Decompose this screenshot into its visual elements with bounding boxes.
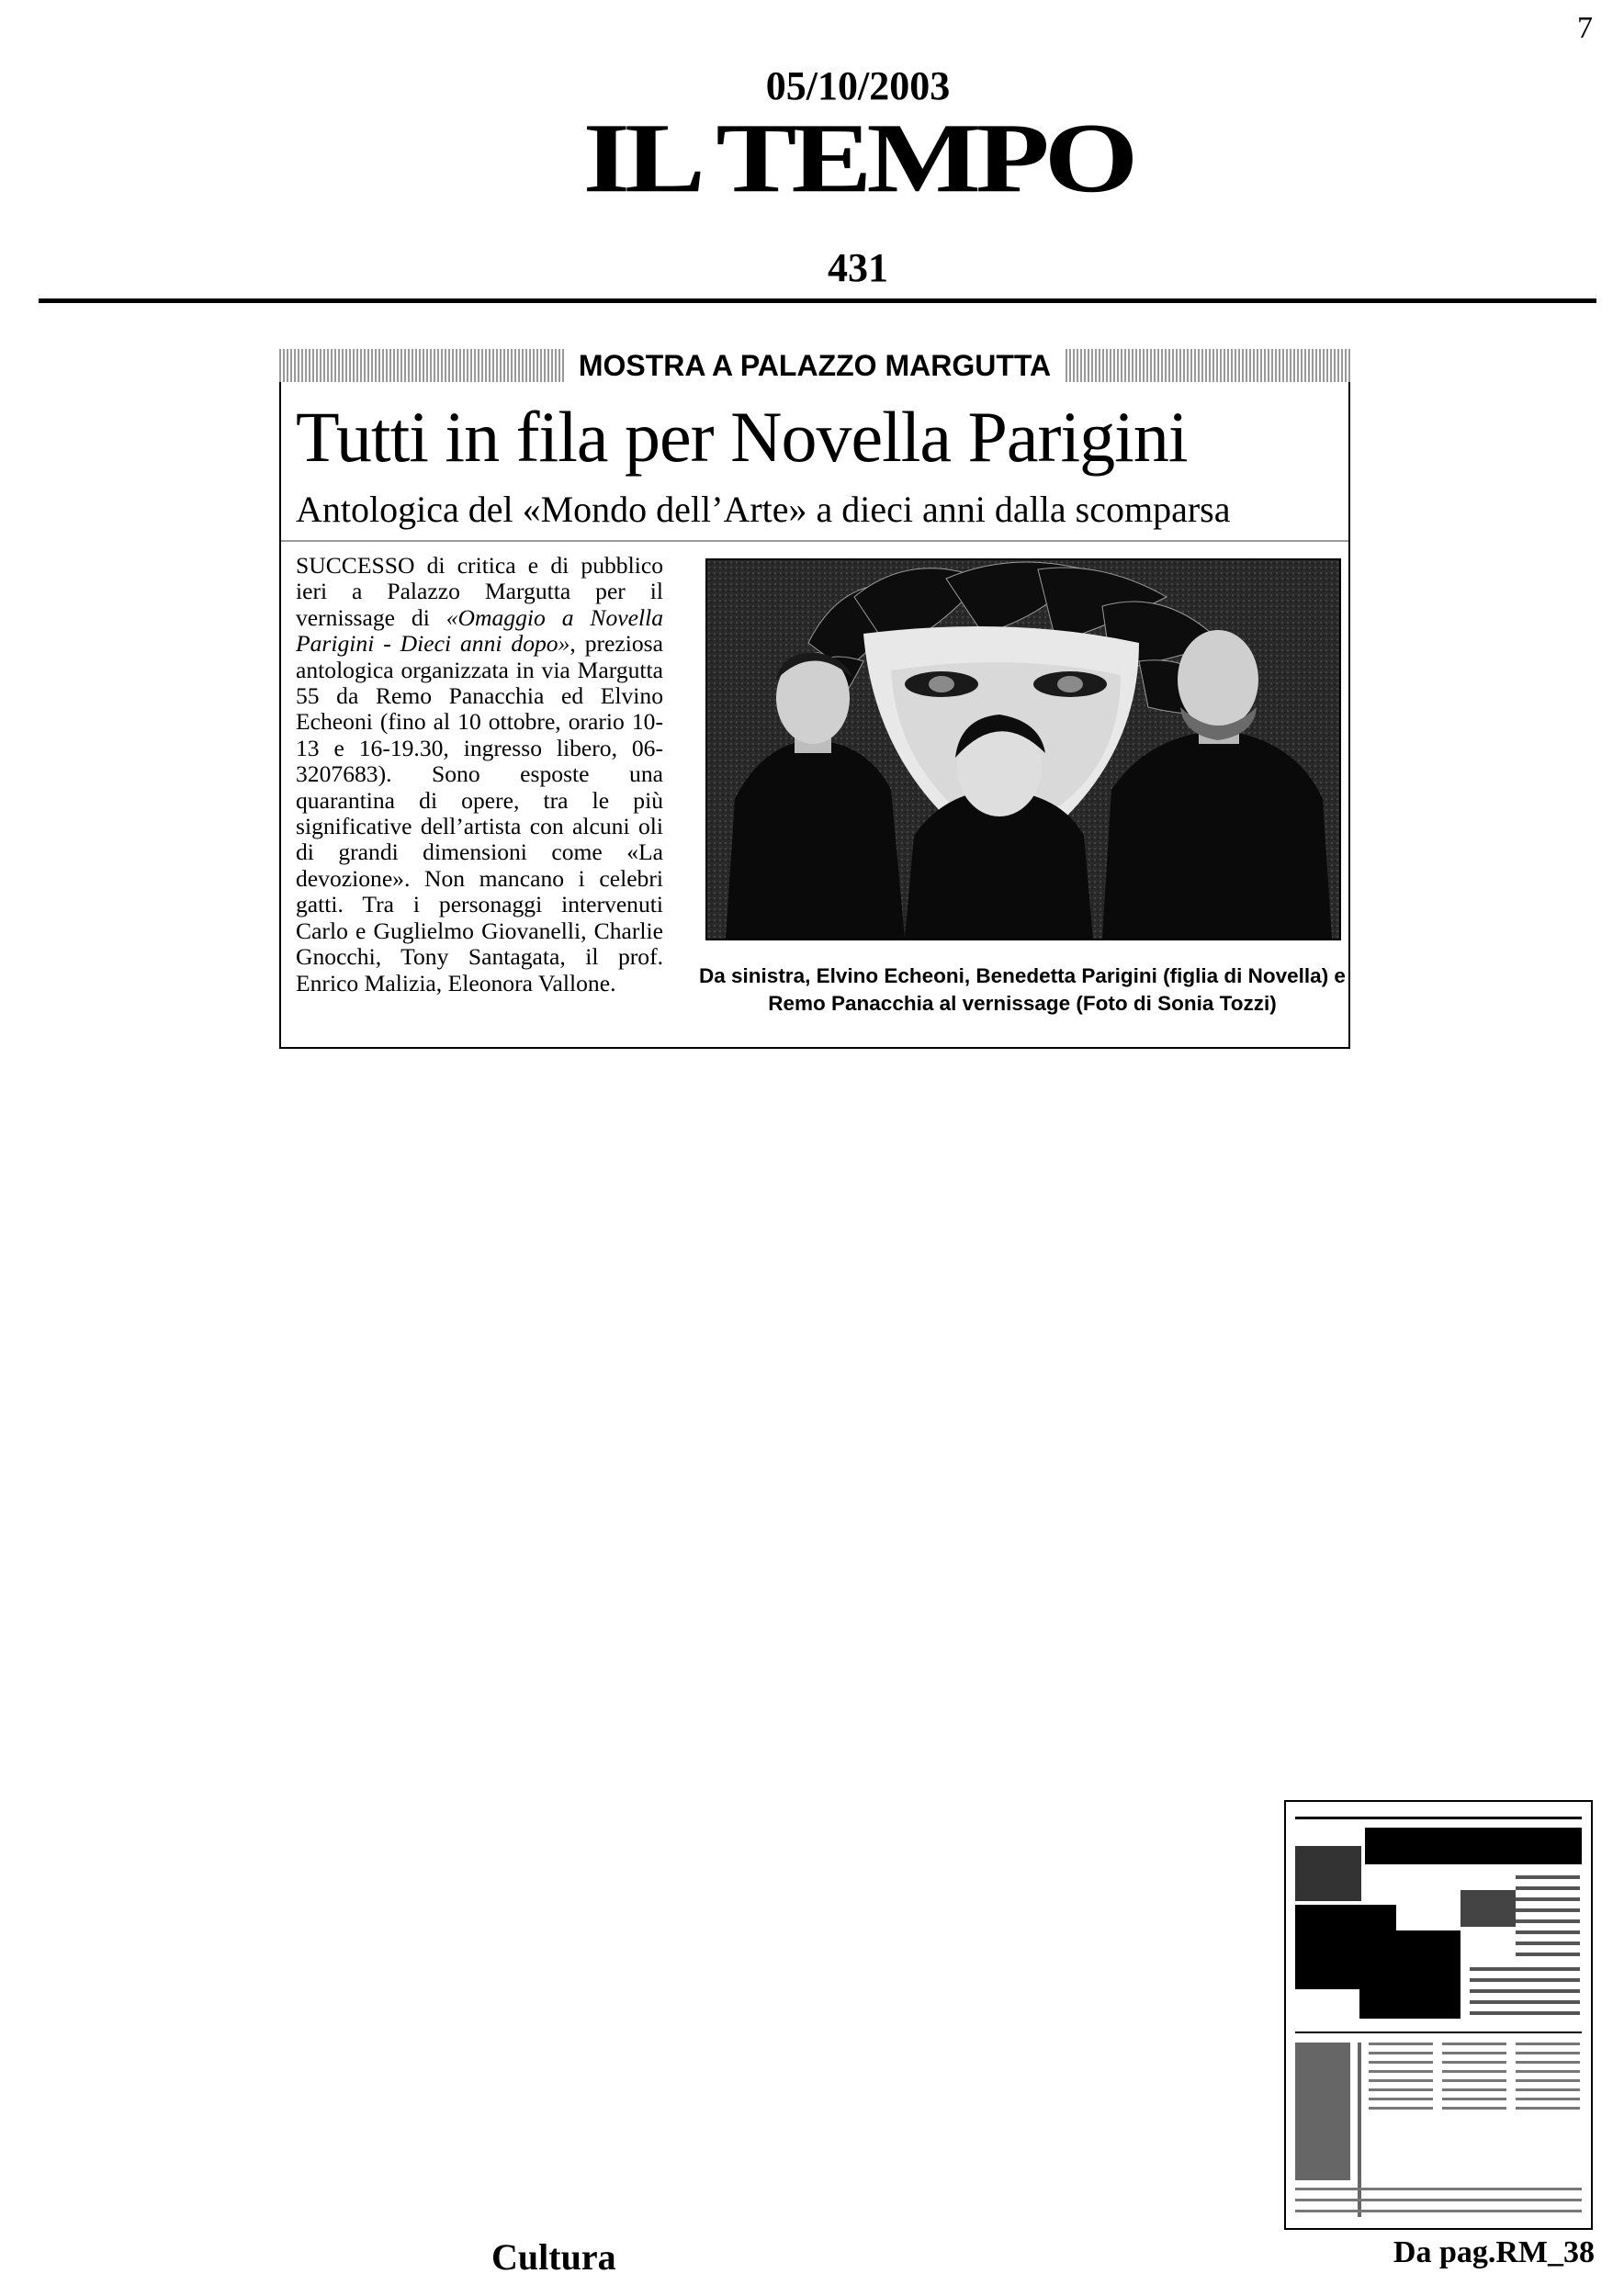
article-subheadline: Antologica del «Mondo dell’Arte» a dieci anni dalla scomparsa — [296, 489, 1231, 530]
source-page-label: Da pag.RM_38 — [1393, 2235, 1595, 2269]
photo-caption: Da sinistra, Elvino Echeoni, Benedetta Parigini (figlia di Novella) e Remo Panacchia al vernissage (Foto di Sonia Tozzi) — [699, 964, 1346, 1015]
kicker — [279, 349, 1350, 382]
header-rule — [39, 298, 1596, 303]
article-headline: Tutti in fila per Novella Parigini — [296, 397, 1188, 477]
kicker-text: MOSTRA A PALAZZO MARGUTTA — [566, 349, 1064, 382]
article-body — [296, 553, 663, 996]
photo-illustration — [707, 560, 1339, 939]
box-border-right — [1348, 382, 1350, 1049]
exhibition-title: «Omaggio a Novella Parigini - Dieci anni dopo» — [296, 603, 663, 658]
masthead-logo: IL TEMPO — [582, 102, 1133, 213]
article-clipping — [279, 349, 1350, 1049]
box-border-bottom — [279, 1047, 1350, 1049]
publication-date: 05/10/2003 — [765, 63, 951, 108]
body-part-1: SUCCESSO di critica e di pubblico ieri a Palazzo Margutta per il vernissage di — [296, 552, 663, 631]
box-border-left — [279, 382, 281, 1049]
section-label: Cultura — [491, 2236, 616, 2278]
page-thumbnail-image — [1286, 1802, 1591, 2228]
headline-separator — [281, 540, 1348, 542]
body-part-2: , preziosa antologica organizzata in via Margutta 55 da Remo Panacchia ed Elvino Echeoni (fino al 10 ottobre, orario 10-13 e 16-19.30, ingresso libero, 06-3207683). Sono esposte una quarantina di opere, tra le più significative dell’artista con alcuni oli di grandi dimensioni come «La devozione». Non mancano i celebri gatti. Tra i personaggi intervenuti Carlo e Guglielmo Giovanelli, Charlie Gnocchi, Tony Santagata, il prof. Enrico Malizia, Eleonora Vallone. — [296, 630, 663, 996]
issue-number: 431 — [828, 245, 888, 290]
article-photo — [705, 558, 1341, 940]
page-number: 7 — [1577, 11, 1593, 45]
page-thumbnail — [1284, 1800, 1593, 2230]
